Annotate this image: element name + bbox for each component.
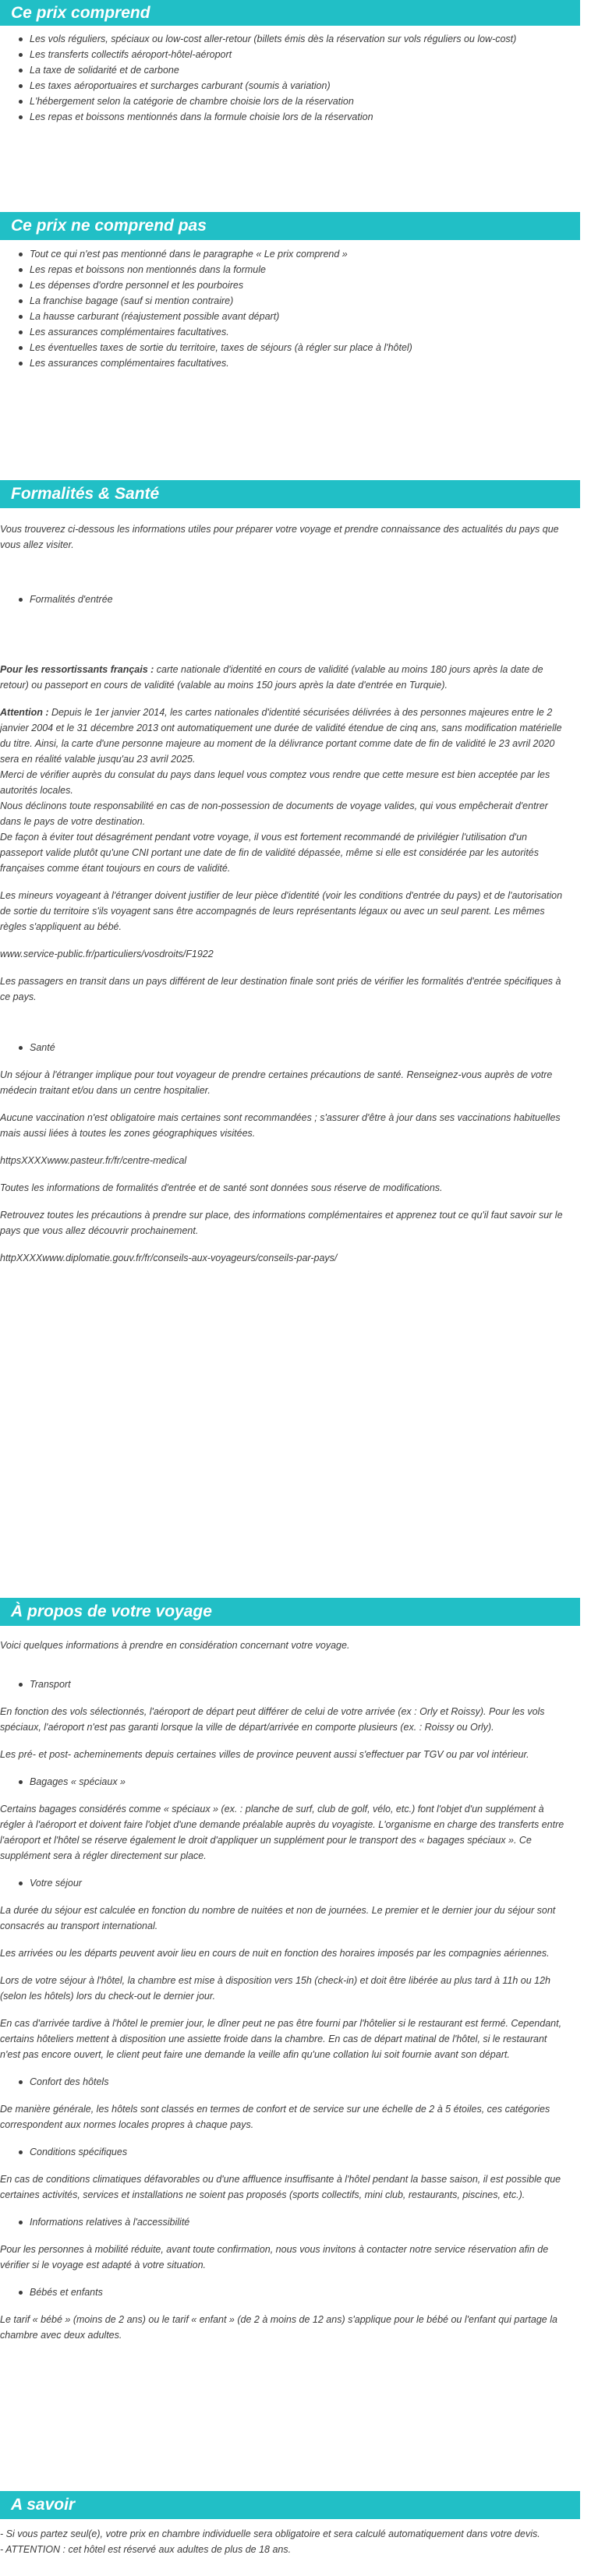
sante-paragraph: Un séjour à l'étranger implique pour tout voyageur de prendre certaines précautions de santé. Renseignez-vous auprès de votre médecin traitant et/ou dans un centre hospitalier.: [0, 1069, 553, 1096]
apropos-intro: Voici quelques informations à prendre en considération concernant votre voyage.: [0, 1640, 350, 1651]
declinons-paragraph: Nous déclinons toute responsabilité en cas de non-possession de documents de voyage valides, qui vous empêcherait d'entrer dans le pays de votre destination.: [0, 800, 548, 827]
attention-label: Attention :: [0, 707, 49, 718]
conditions-heading: Conditions spécifiques: [0, 2144, 580, 2160]
list-item: Les taxes aéroportuaires et surcharges carburant (soumis à variation): [0, 78, 580, 94]
accessibilite-heading: Informations relatives à l'accessibilité: [0, 2214, 580, 2230]
bebes-paragraph: Le tarif « bébé » (moins de 2 ans) ou le tarif « enfant » (de 2 à moins de 12 ans) s'applique pour le bébé ou l'enfant qui partage la chambre avec deux adultes.: [0, 2314, 557, 2341]
apropos-header: À propos de votre voyage: [0, 1598, 580, 1626]
excludes-list: [0, 246, 580, 371]
list-item: L'hébergement selon la catégorie de chambre choisie lors de la réservation: [0, 94, 580, 109]
list-item: La franchise bagage (sauf si mention contraire): [0, 293, 580, 309]
preacheminement-paragraph: Les pré- et post- acheminements depuis certaines villes de province peuvent aussi s'effectuer par TGV ou par vol intérieur.: [0, 1749, 529, 1760]
sante-heading: Santé: [0, 1040, 580, 1055]
includes-header: Ce prix comprend: [0, 0, 580, 26]
list-item: Les repas et boissons mentionnés dans la formule choisie lors de la réservation: [0, 109, 580, 125]
formalites-header: Formalités & Santé: [0, 480, 580, 508]
sejour-paragraph: La durée du séjour est calculée en fonction du nombre de nuitées et non de journées. Le premier et le dernier jour du séjour sont consacrés au transport international.: [0, 1905, 556, 1931]
transit-paragraph: Les passagers en transit dans un pays différent de leur destination finale sont priés de vérifier les formalités d'entrée spécifiques à ce pays.: [0, 976, 561, 1002]
bebes-heading: Bébés et enfants: [0, 2284, 580, 2300]
list-item: Les repas et boissons non mentionnés dans la formule: [0, 262, 580, 277]
verifier-paragraph: Merci de vérifier auprès du consulat du pays dans lequel vous comptez vous rendre que cette mesure est bien acceptée par les autorités locales.: [0, 769, 550, 796]
excludes-section: [0, 212, 580, 371]
attention-paragraph: [0, 705, 580, 767]
list-item: Les assurances complémentaires facultatives.: [0, 324, 580, 340]
list-item: Les dépenses d'ordre personnel et les pourboires: [0, 277, 580, 293]
conditions-paragraph: En cas de conditions climatiques défavorables ou d'une affluence insuffisante à l'hôtel pendant la basse saison, il est possible que certaines activités, services et installations ne soient pas proposés (sports collectifs, mini club, restaurants, piscines, etc.).: [0, 2174, 561, 2200]
vaccination-paragraph: Aucune vaccination n'est obligatoire mais certaines sont recommandées ; s'assurer d'être à jour dans ses vaccinations habituelles mais aussi liées à toutes les zones géographiques visitées.: [0, 1112, 561, 1139]
list-item: Les transferts collectifs aéroport-hôtel-aéroport: [0, 47, 580, 62]
asavoir-line-2: - ATTENTION : cet hôtel est réservé aux adultes de plus de 18 ans.: [0, 2544, 292, 2555]
chambre-paragraph: Lors de votre séjour à l'hôtel, la chambre est mise à disposition vers 15h (check-in) et doit être libérée au plus tard à 11h ou 12h (selon les hôtels) lors du check-out le dernier jour.: [0, 1975, 551, 2002]
sejour-heading: Votre séjour: [0, 1875, 580, 1891]
asavoir-section: [0, 2491, 580, 2557]
ressortissants-paragraph: [0, 662, 580, 693]
bagages-paragraph: Certains bagages considérés comme « spéciaux » (ex. : planche de surf, club de golf, vélo, etc.) font l'objet d'un supplément à régler à l'aéroport et doivent faire l'objet d'une demande préalable auprès du voyagiste. L'organisme en charge des transferts entre l'aéroport et l'hôtel se réserve également le droit d'appliquer un supplément pour le transport des « bagages spéciaux ». Ce supplément sera à régler directement sur place.: [0, 1804, 564, 1861]
includes-section: [0, 0, 580, 125]
apropos-section: [0, 1598, 580, 2343]
transport-paragraph: En fonction des vols sélectionnés, l'aéroport de départ peut différer de celui de votre arrivée (ex : Orly et Roissy). Pour les vols spéciaux, l'aéroport n'est pas garanti lorsque la ville de départ/arrivée en comporte plusieurs (ex. : Roissy ou Orly).: [0, 1706, 545, 1733]
service-public-link[interactable]: www.service-public.fr/particuliers/vosdroits/F1922: [0, 949, 214, 959]
reserve-paragraph: Toutes les informations de formalités d'entrée et de santé sont données sous réserve de modifications.: [0, 1182, 443, 1193]
list-item: Les vols réguliers, spéciaux ou low-cost aller-retour (billets émis dès la réservation sur vols réguliers ou low-cost): [0, 31, 580, 47]
list-item: La taxe de solidarité et de carbone: [0, 62, 580, 78]
list-item: Les assurances complémentaires facultatives.: [0, 355, 580, 371]
entree-heading: Formalités d'entrée: [0, 592, 580, 607]
ressortissants-text: carte nationale d'identité en cours de validité (valable au moins 180 jours après la date de retour) ou passeport en cours de validité (valable au moins 150 jours après la date d'entrée en Turquie).: [0, 664, 543, 691]
ressortissants-label: Pour les ressortissants français :: [0, 664, 154, 675]
mineurs-paragraph: Les mineurs voyageant à l'étranger doivent justifier de leur pièce d'identité (voir les conditions d'entrée du pays) et de l'autorisation de sortie du territoire s'ils voyagent sans être accompagnés de leurs représentants légaux ou avec un seul parent. Les mêmes règles s'appliquent au bébé.: [0, 890, 563, 932]
asavoir-line-1: - Si vous partez seul(e), votre prix en chambre individuelle sera obligatoire et sera calculé automatiquement dans votre devis.: [0, 2528, 540, 2539]
list-item: Les éventuelles taxes de sortie du territoire, taxes de séjours (à régler sur place à l'hôtel): [0, 340, 580, 355]
accessibilite-paragraph: Pour les personnes à mobilité réduite, avant toute confirmation, nous vous invitons à contacter notre service réservation afin de vérifier si le voyage est adapté à votre situation.: [0, 2244, 549, 2270]
list-item: La hausse carburant (réajustement possible avant départ): [0, 309, 580, 324]
bagages-heading: Bagages « spéciaux »: [0, 1774, 580, 1790]
formalites-section: [0, 480, 580, 1266]
diplomatie-link[interactable]: httpXXXXwww.diplomatie.gouv.fr/fr/conseils-aux-voyageurs/conseils-par-pays/: [0, 1253, 338, 1263]
confort-heading: Confort des hôtels: [0, 2074, 580, 2090]
excludes-header: Ce prix ne comprend pas: [0, 212, 580, 240]
transport-heading: Transport: [0, 1677, 580, 1692]
confort-paragraph: De manière générale, les hôtels sont classés en termes de confort et de service sur une échelle de 2 à 5 étoiles, ces catégories correspondent aux normes locales propres à chaque pays.: [0, 2104, 550, 2130]
arrivee-tardive-paragraph: En cas d'arrivée tardive à l'hôtel le premier jour, le dîner peut ne pas être fourni par l'hôtelier si le restaurant est fermé. Cependant, certains hôteliers mettent à disposition une assiette froide dans la chambre. En cas de départ matinal de l'hôtel, si le restaurant n'est pas encore ouvert, le client peut faire une demande la veille afin qu'une collation lui soit fournie avant son départ.: [0, 2018, 562, 2060]
includes-list: [0, 31, 580, 125]
list-item: Tout ce qui n'est pas mentionné dans le paragraphe « Le prix comprend »: [0, 246, 580, 262]
arrivees-paragraph: Les arrivées ou les départs peuvent avoir lieu en cours de nuit en fonction des horaires imposés par les compagnies aériennes.: [0, 1948, 550, 1959]
formalites-intro: Vous trouverez ci-dessous les informations utiles pour préparer votre voyage et prendre connaissance des actualités du pays que vous allez visiter.: [0, 524, 559, 550]
asavoir-header: A savoir: [0, 2491, 580, 2519]
attention-text: Depuis le 1er janvier 2014, les cartes nationales d'identité sécurisées délivrées à des personnes majeures entre le 2 janvier 2004 et le 31 décembre 2013 ont automatiquement une durée de validité étendue de cinq ans, sans modification matérielle du titre. Ainsi, la carte d'une personne majeure au moment de la délivrance portant comme date de fin de validité le 23 avril 2020 sera en réalité valable jusqu'au 23 avril 2025.: [0, 707, 562, 765]
desagrement-paragraph: De façon à éviter tout désagrément pendant votre voyage, il vous est fortement recommandé de privilégier l'utilisation d'un passeport valide plutôt qu'une CNI portant une date de fin de validité dépassée, même si elle est considérée par les autorités françaises comme étant toujours en cours de validité.: [0, 832, 539, 874]
pasteur-link[interactable]: httpsXXXXwww.pasteur.fr/fr/centre-medical: [0, 1155, 187, 1166]
retrouvez-paragraph: Retrouvez toutes les précautions à prendre sur place, des informations complémentaires et apprenez tout ce qu'il faut savoir sur le pays que vous allez découvrir prochainement.: [0, 1210, 563, 1236]
